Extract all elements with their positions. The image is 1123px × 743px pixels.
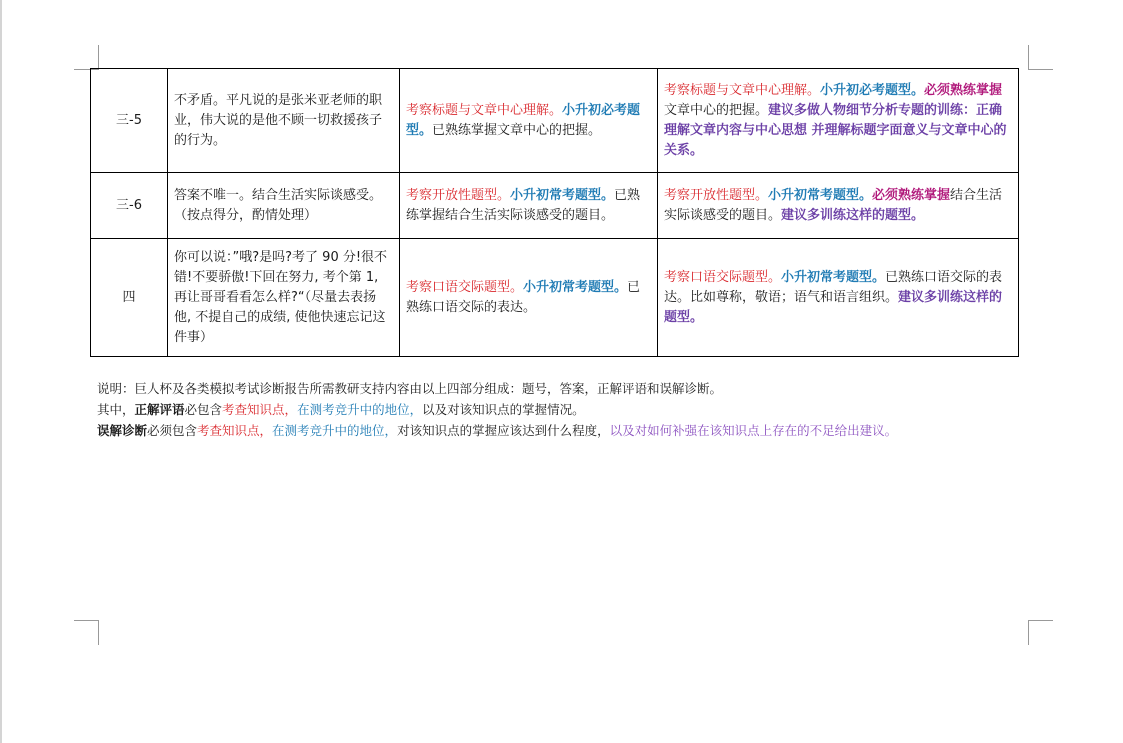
notes-text: 对该知识点的掌握应该达到什么程度， [397, 423, 610, 438]
diagnosis-segment: 结合生活实际谈感受的题目。 [664, 187, 1003, 223]
diagnosis-segment: 建议多训练这样的题型。 [781, 207, 925, 223]
comment-cell [400, 173, 658, 239]
notes-section [97, 378, 897, 441]
question-number: 三-5 [91, 69, 168, 173]
notes-blue-text: 在测考竞升中的地位， [272, 423, 398, 438]
answer-cell: 你可以说：”哦?是吗?考了 90 分!很不错!不要骄傲!下回在努力, 考个第 1, 再让哥哥看看怎么样?“（尽量去表扬他, 不提自己的成绩, 使他快速忘记这件事） [168, 239, 400, 357]
diagnosis-segment: 必须熟练掌握 [872, 187, 951, 203]
comment-segment: 小升初必考题型。 [406, 102, 641, 138]
diagnosis-cell [658, 69, 1019, 173]
comment-segment: 考察标题与文章中心理解。 [406, 102, 563, 118]
diagnosis-segment: 文章中心的把握。 [664, 102, 769, 118]
notes-line-2 [97, 399, 897, 420]
notes-text: 必包含 [184, 402, 223, 417]
diagnosis-cell [658, 173, 1019, 239]
notes-line-3 [97, 420, 897, 441]
page-corner-mark-top-right [1028, 45, 1053, 70]
diagnosis-segment: 考察标题与文章中心理解。 [664, 82, 821, 98]
answer-cell: 答案不唯一。结合生活实际谈感受。（按点得分，酌情处理） [168, 173, 400, 239]
diagnosis-segment: 考察口语交际题型。 [664, 269, 782, 285]
table-row [91, 69, 1019, 173]
diagnosis-segment: 建议多训练这样的题型。 [664, 289, 1003, 325]
page-corner-mark-top-left [74, 45, 99, 70]
comment-cell [400, 69, 658, 173]
comment-cell [400, 239, 658, 357]
diagnosis-segment: 必须熟练掌握 [924, 82, 1003, 98]
comment-segment: 已熟练口语交际的表达。 [406, 279, 641, 315]
diagnosis-segment: 小升初常考题型。 [781, 269, 886, 285]
notes-red-text: 考查知识点， [222, 402, 298, 417]
comment-segment: 已熟练掌握文章中心的把握。 [432, 122, 602, 138]
diagnosis-segment: 考察开放性题型。 [664, 187, 769, 203]
report-table [90, 68, 1019, 357]
question-number: 三-6 [91, 173, 168, 239]
notes-text: 必须包含 [147, 423, 198, 438]
question-number: 四 [91, 239, 168, 357]
diagnosis-segment: 建议多做人物细节分析专题的训练：正确理解文章内容与中心思想 并理解标题字面意义与文章中心的关系。 [664, 102, 1007, 158]
notes-line-1: 说明：巨人杯及各类模拟考试诊断报告所需教研支持内容由以上四部分组成：题号，答案，正解评语和误解诊断。 [97, 381, 723, 396]
notes-text: 其中， [97, 402, 135, 417]
page-corner-mark-bottom-right [1028, 620, 1053, 645]
comment-segment: 小升初常考题型。 [523, 279, 628, 295]
notes-purple-text: 以及对如何补强在该知识点上存在的不足给出建议。 [609, 423, 898, 438]
table-row [91, 239, 1019, 357]
answer-cell: 不矛盾。平凡说的是张米亚老师的职业，伟大说的是他不顾一切救援孩子的行为。 [168, 69, 400, 173]
comment-segment: 小升初常考题型。 [510, 187, 615, 203]
diagnosis-segment: 小升初常考题型。 [768, 187, 873, 203]
comment-segment: 已熟练掌握结合生活实际谈感受的题目。 [406, 187, 641, 223]
diagnosis-cell [658, 239, 1019, 357]
page-edge [0, 0, 2, 743]
page-corner-mark-bottom-left [74, 620, 99, 645]
notes-red-text: 考查知识点， [197, 423, 273, 438]
table-row [91, 173, 1019, 239]
notes-text: 以及对该知识点的掌握情况。 [422, 402, 585, 417]
diagnosis-segment: 已熟练口语交际的表达。比如尊称，敬语；语气和语言组织。 [664, 269, 1003, 305]
comment-segment: 考察口语交际题型。 [406, 279, 524, 295]
diagnosis-segment: 小升初必考题型。 [820, 82, 925, 98]
notes-term: 误解诊断 [97, 423, 148, 438]
comment-segment: 考察开放性题型。 [406, 187, 511, 203]
notes-blue-text: 在测考竞升中的地位， [297, 402, 423, 417]
notes-term: 正解评语 [134, 402, 185, 417]
